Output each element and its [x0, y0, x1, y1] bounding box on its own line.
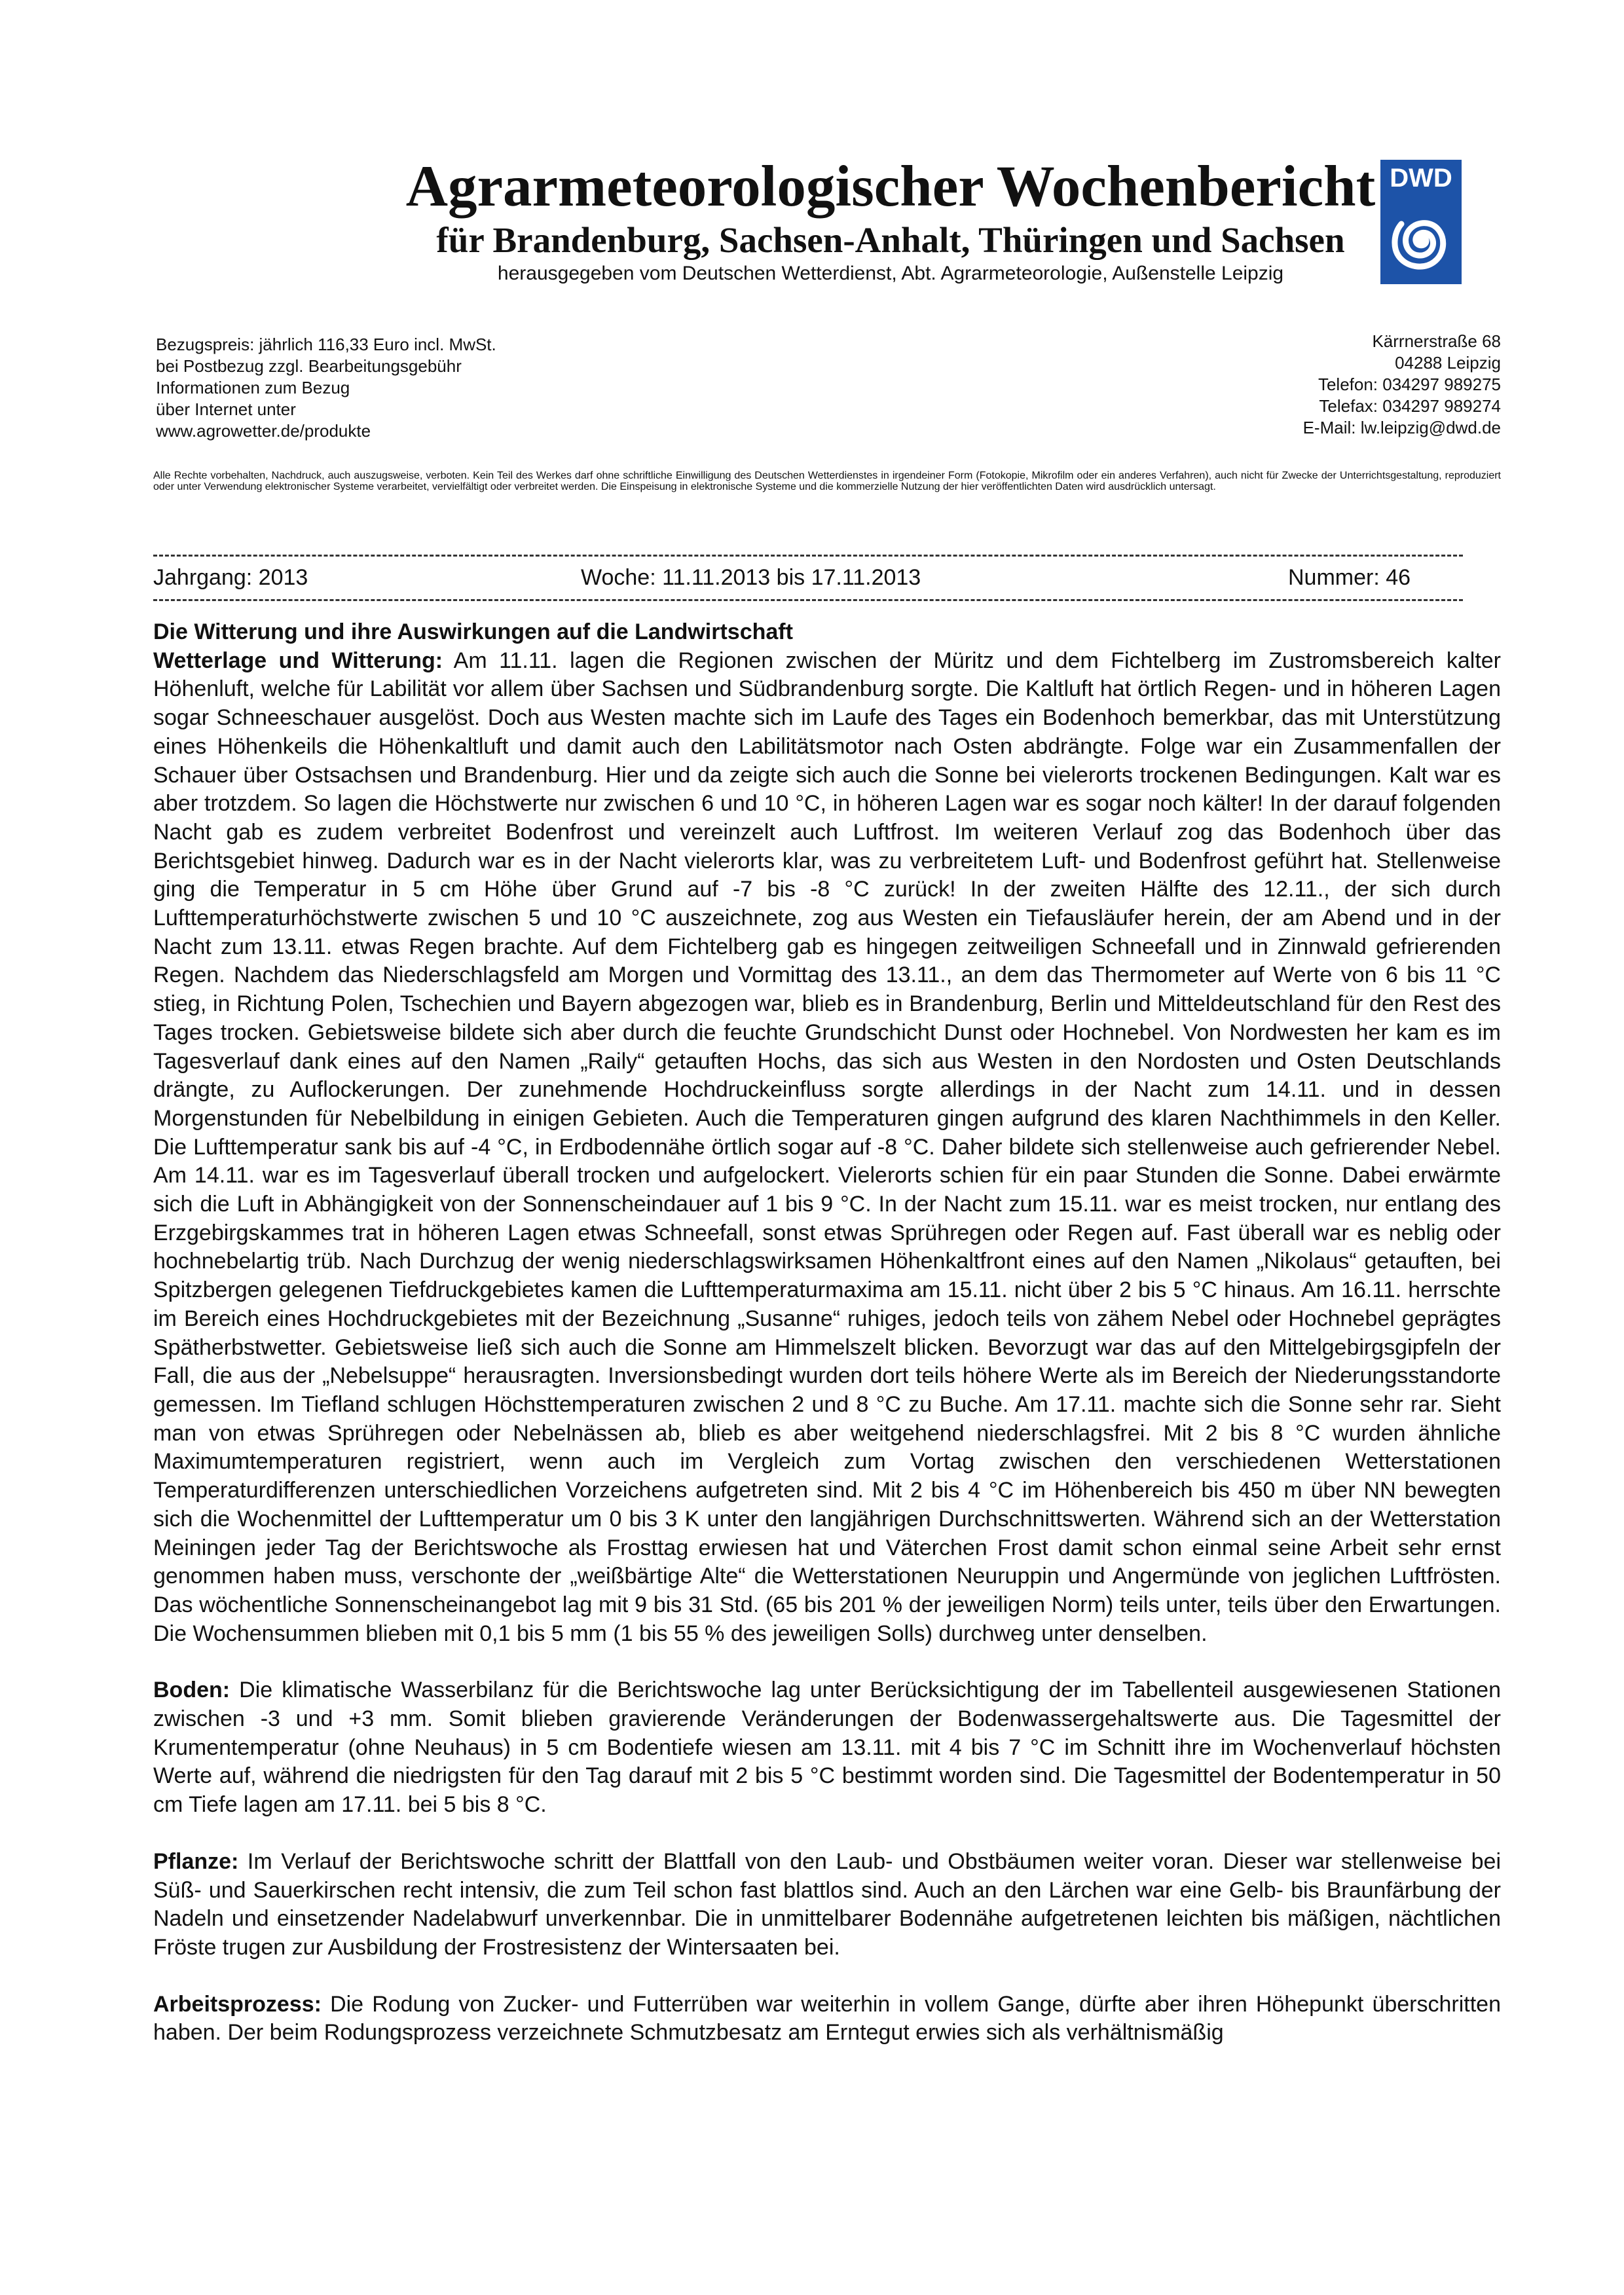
report-subtitle: für Brandenburg, Sachsen-Anhalt, Thüringen und Sachsen: [436, 220, 1345, 260]
phone: Telefon: 034297 989275: [1318, 375, 1501, 394]
paragraph-label: Arbeitsprozess:: [153, 1991, 322, 2017]
pricing-info: [156, 334, 745, 442]
email-link[interactable]: E-Mail: lw.leipzig@dwd.de: [1302, 418, 1501, 437]
dwd-logo: [1380, 160, 1462, 284]
fax: Telefax: 034297 989274: [1319, 396, 1501, 416]
contact-info: [982, 331, 1501, 439]
spiral-icon: [1387, 200, 1455, 278]
address-city: 04288 Leipzig: [1395, 353, 1501, 373]
paragraph-label: Wetterlage und Witterung:: [153, 648, 443, 673]
section-heading: Die Witterung und ihre Auswirkungen auf die Landwirtschaft: [153, 619, 793, 644]
jahrgang: Jahrgang: 2013: [153, 565, 308, 590]
paragraph-arbeitsprozess: [153, 1991, 1501, 2047]
report-title: Agrarmeteorologischer Wochenbericht: [405, 155, 1376, 219]
dwd-logo-text: DWD: [1390, 164, 1452, 193]
paragraph-label: Boden:: [153, 1678, 231, 1703]
separator-top: [153, 555, 1463, 557]
info-left-line: Bezugspreis: jährlich 116,33 Euro incl. MwSt.: [156, 335, 496, 354]
rights-notice: Alle Rechte vorbehalten, Nachdruck, auch auszugsweise, verboten. Kein Teil des Werkes darf ohne schriftliche Einwilligung des Deutschen Wetterdienstes in irgendeiner Form (Fotokopie, Mikrofilm oder ein anderes Verfahren), auch nicht für Zwecke der Unterrichtsgestaltung, reproduziert oder unter Verwendung elektronischer Systeme verarbeitet, vervielfältigt oder verbreitet werden. Die Einspeisung in elektronische Systeme und die kommerzielle Nutzung der hier veröffentlichten Daten wird ausdrücklich untersagt.: [153, 470, 1501, 492]
website-link[interactable]: www.agrowetter.de/produkte: [156, 421, 371, 441]
paragraph-boden: [153, 1676, 1501, 1820]
paragraph-wetterlage: [153, 647, 1501, 1649]
paragraph-pflanze: [153, 1848, 1501, 1962]
paragraph-label: Pflanze:: [153, 1848, 239, 1874]
info-left-line: Informationen zum Bezug: [156, 378, 350, 397]
info-left-line: bei Postbezug zzgl. Bearbeitungsgebühr: [156, 356, 462, 376]
publisher-line: herausgegeben vom Deutschen Wetterdienst, Abt. Agrarmeteorologie, Außenstelle Leipzig: [497, 263, 1284, 284]
nummer: Nummer: 46: [1288, 565, 1411, 590]
paragraph-text: Die Rodung von Zucker- und Futterrüben war weiterhin in vollem Gange, dürfte aber ihren Höhepunkt überschritten haben. Der beim Rodungsprozess verzeichnete Schmutzbesatz am Erntegut erwies sich als verhältnismäßig: [153, 1991, 1501, 2046]
report-body: [153, 618, 1501, 2076]
woche: Woche: 11.11.2013 bis 17.11.2013: [581, 565, 921, 590]
paragraph-text: Die klimatische Wasserbilanz für die Berichtswoche lag unter Berücksichtigung der im Tabellenteil ausgewiesenen Stationen zwischen -3 und +3 mm. Somit blieben gravierende Veränderungen der Bodenwassergehaltswerte aus. Die Tagesmittel der Krumentemperatur (ohne Neuhaus) in 5 cm Bodentiefe wiesen am 13.11. mit 4 bis 7 °C im Schnitt ihre im Wochenverlauf höchsten Werte auf, während die niedrigsten für den Tag darauf mit 2 bis 5 °C bestimmt worden sind. Die Tagesmittel der Bodentemperatur in 50 cm Tiefe lagen am 17.11. bei 5 bis 8 °C.: [153, 1678, 1501, 1818]
paragraph-text: Im Verlauf der Berichtswoche schritt der Blattfall von den Laub- und Obstbäumen weiter voran. Dieser war stellenweise bei Süß- und Sauerkirschen recht intensiv, die zum Teil schon fast blattlos sind. Auch an den Lärchen war eine Gelb- bis Braunfärbung der Nadeln und einsetzender Nadelabwurf unverkennbar. Die in unmittelbarer Bodennähe aufgetretenen leichten bis mäßigen, nächtlichen Fröste trugen zur Ausbildung der Frostresistenz der Wintersaaten bei.: [153, 1848, 1501, 1960]
separator-bottom: [153, 599, 1463, 601]
paragraph-text: Am 11.11. lagen die Regionen zwischen der Müritz und dem Fichtelberg im Zustromsbereich kalter Höhenluft, welche für Labilität vor allem über Sachsen und Südbrandenburg sorgte. Die Kaltluft hat örtlich Regen- und in höheren Lagen sogar Schneeschauer ausgelöst. Doch aus Westen machte sich im Laufe des Tages ein Bodenhoch bemerkbar, das mit Unterstützung eines Höhenkeils die Höhenkaltluft und damit auch den Labilitätsmotor nach Osten abdrängte. Folge war ein Zusammenfallen der Schauer über Ostsachsen und Brandenburg. Hier und da zeigte sich auch die Sonne bei vielerorts trockenen Bedingungen. Kalt war es aber trotzdem. So lagen die Höchstwerte nur zwischen 6 und 10 °C, in höheren Lagen war es sogar noch kälter! In der darauf folgenden Nacht gab es zudem verbreitet Bodenfrost und vereinzelt auch Luftfrost. Im weiteren Verlauf zog das Bodenhoch über das Berichtsgebiet hinweg. Dadurch war es in der Nacht vielerorts klar, was zu verbreitetem Luft- und Bodenfrost geführt hat. Stellenweise ging die Temperatur in 5 cm Höhe über Grund auf -7 bis -8 °C zurück! In der zweiten Hälfte des 12.11., der sich durch Lufttemperaturhöchstwerte zwischen 5 und 10 °C auszeichnete, zog aus Westen ein Tiefausläufer herein, der am Abend und in der Nacht zum 13.11. etwas Regen brachte. Auf dem Fichtelberg gab es hingegen zeitweiligen Schneefall und in Zinnwald gefrierenden Regen. Nachdem das Niederschlagsfeld am Morgen und Vormittag des 13.11., an dem das Thermometer auf Werte von 6 bis 11 °C stieg, in Richtung Polen, Tschechien und Bayern abgezogen war, blieb es in Brandenburg, Berlin und Mitteldeutschland für den Rest des Tages trocken. Gebietsweise bildete sich aber durch die feuchte Grundschicht Dunst oder Hochnebel. Von Nordwesten her kam es im Tagesverlauf dank eines auf den Namen „Raily“ getauften Hochs, das sich aus Westen in den Nordosten und Osten Deutschlands drängte, zu Auflockerungen. Der zunehmende Hochdruckeinfluss sorgte allerdings in der Nacht zum 14.11. und in dessen Morgenstunden für Nebelbildung in einigen Gebieten. Auch die Temperaturen gingen aufgrund des klaren Nachthimmels in den Keller. Die Lufttemperatur sank bis auf -4 °C, in Erdbodennähe örtlich sogar auf -8 °C. Daher bildete sich stellenweise auch gefrierender Nebel. Am 14.11. war es im Tagesverlauf überall trocken und aufgelockert. Vielerorts schien für ein paar Stunden die Sonne. Dabei erwärmte sich die Luft in Abhängigkeit von der Sonnenscheindauer auf 1 bis 9 °C. In der Nacht zum 15.11. war es meist trocken, nur entlang des Erzgebirgskammes trat in höheren Lagen etwas Schneefall, sonst etwas Sprühregen oder Regen auf. Fast überall war es neblig oder hochnebelartig trüb. Nach Durchzug der wenig niederschlagswirksamen Höhenkaltfront eines auf den Namen „Nikolaus“ getauften, bei Spitzbergen gelegenen Tiefdruckgebietes kamen die Lufttemperaturmaxima am 15.11. nicht über 2 bis 5 °C hinaus. Am 16.11. herrschte im Bereich eines Hochdruckgebietes mit der Bezeichnung „Susanne“ ruhiges, jedoch teils von zähem Nebel oder Hochnebel geprägtes Spätherbstwetter. Gebietsweise ließ sich auch die Sonne am Himmelszelt blicken. Bevorzugt war das auf den Mittelgebirgsgipfeln der Fall, die aus der „Nebelsuppe“ herausragten. Inversionsbedingt wurden dort teils höhere Werte als im Bereich der Niederungsstandorte gemessen. Im Tiefland schlugen Höchsttemperaturen zwischen 2 und 8 °C zu Buche. Am 17.11. machte sich die Sonne sehr rar. Sieht man von etwas Sprühregen oder Nebelnässen ab, blieb es aber weitgehend niederschlagsfrei. Mit 2 bis 8 °C wurden ähnliche Maximumtemperaturen registriert, wenn auch im Vergleich zum Vortag zwischen den verschiedenen Wetterstationen Temperaturdifferenzen unterschiedlichen Vorzeichens aufgetreten sind. Mit 2 bis 4 °C im Höhenbereich bis 450 m über NN bewegten sich die Wochenmittel der Lufttemperatur um 0 bis 3 K unter den langjährigen Durchschnittswerten. Während sich an der Wetterstation Meiningen jeder Tag der Berichtswoche als Frosttag erwiesen hat und Väterchen Frost damit schon einmal seine Arbeit sehr ernst genommen haben muss, verschonte der „weißbärtige Alte“ die Wetterstationen Neuruppin und Angermünde von jeglichen Luftfrösten. Das wöchentliche Sonnenscheinangebot lag mit 9 bis 31 Std. (65 bis 201 % der jeweiligen Norm) teils unter, teils über den Erwartungen. Die Wochensummen blieben mit 0,1 bis 5 mm (1 bis 55 % des jeweiligen Solls) durchweg unter denselben.: [153, 648, 1501, 1646]
address-street: Kärrnerstraße 68: [1372, 331, 1501, 351]
info-left-line: über Internet unter: [156, 399, 296, 419]
